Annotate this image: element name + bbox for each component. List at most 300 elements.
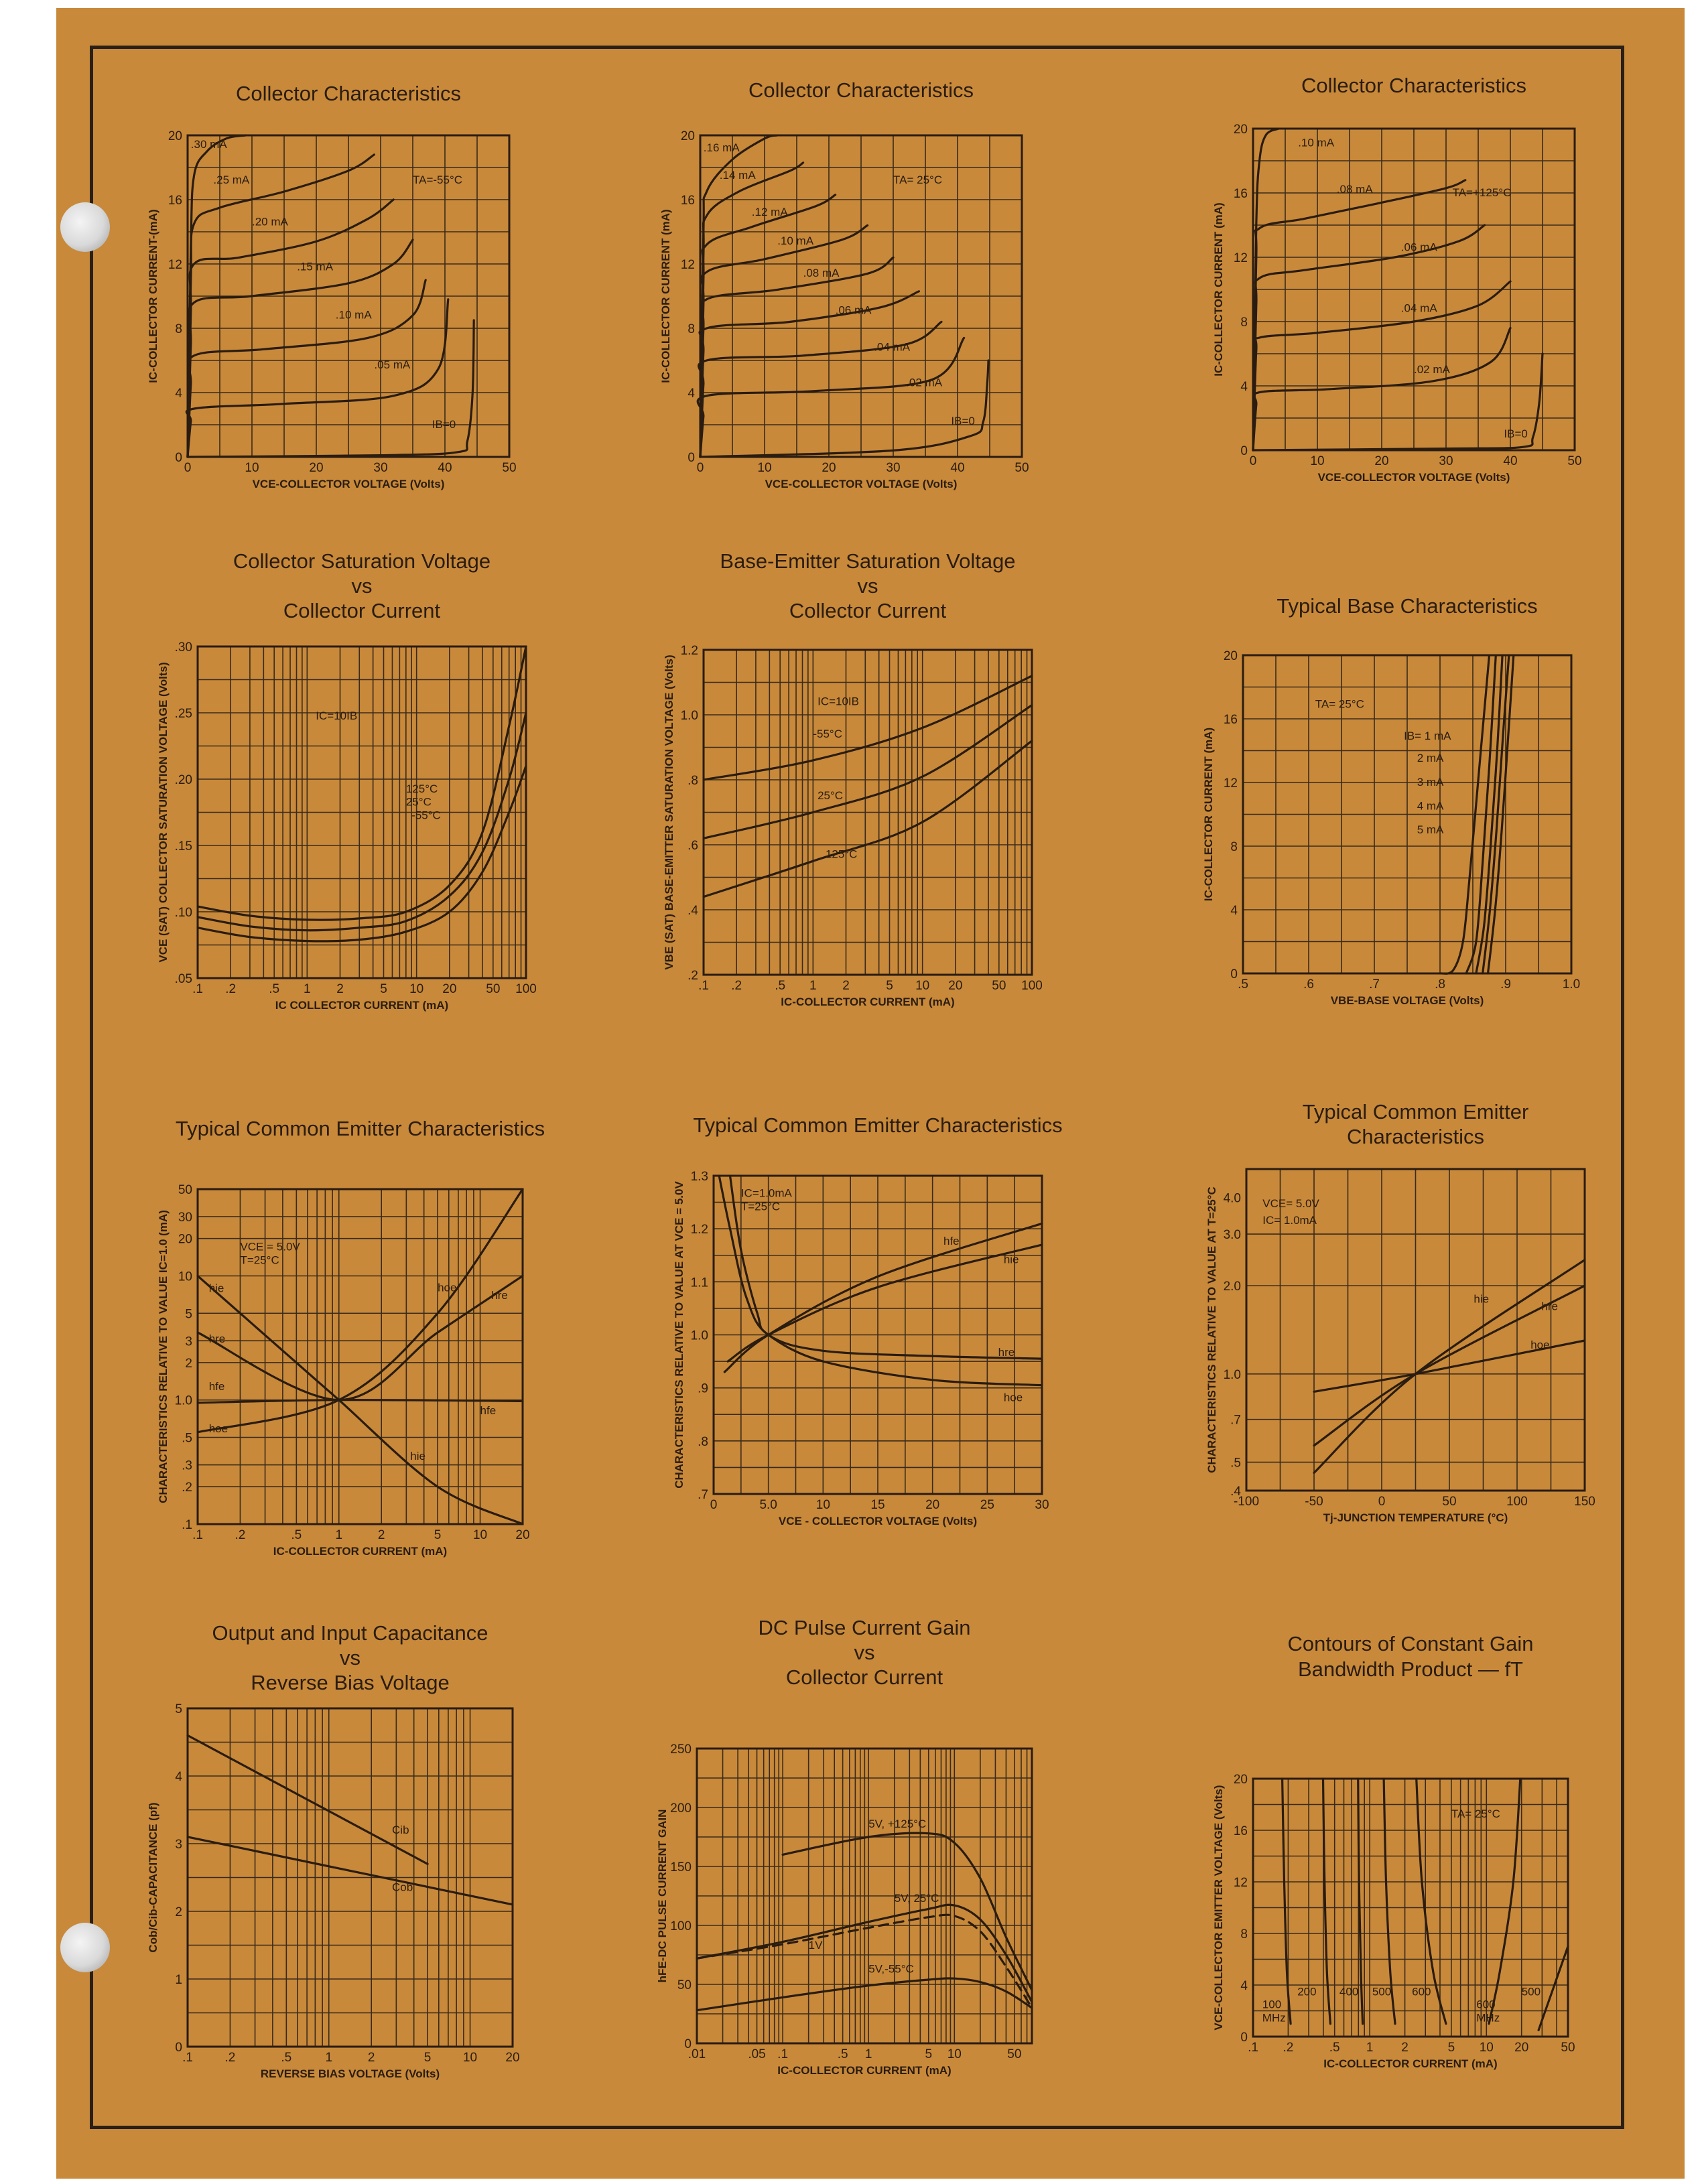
chart-title: Characteristics — [1347, 1125, 1484, 1148]
chart-title: Typical Common Emitter — [1302, 1100, 1529, 1123]
series-line — [186, 299, 448, 457]
x-tick-label: 50 — [1007, 2047, 1022, 2061]
series-line — [1253, 225, 1485, 450]
x-tick-label: 30 — [1035, 1498, 1049, 1512]
series-label: hre — [491, 1289, 508, 1302]
y-tick-label: 16 — [1233, 187, 1248, 201]
y-tick-label: .7 — [1230, 1413, 1241, 1428]
x-tick-label: 5 — [1447, 2041, 1455, 2055]
y-tick-label: 4 — [1240, 1979, 1248, 1993]
chart-title: Collector Characteristics — [236, 82, 461, 105]
y-tick-label: 100 — [670, 1919, 692, 1933]
y-tick-label: .25 — [174, 707, 192, 721]
x-tick-label: .05 — [748, 2047, 766, 2061]
grid — [697, 1749, 1032, 2043]
chart-title: Collector Current — [789, 599, 947, 622]
y-tick-label: .8 — [688, 774, 698, 788]
x-tick-label: .5 — [1238, 977, 1248, 992]
chart-annotation: T=25°C — [240, 1253, 279, 1267]
x-tick-label: .5 — [1329, 2041, 1340, 2055]
series-line — [700, 360, 988, 457]
y-tick-label: 20 — [168, 129, 182, 143]
chart-6 — [1202, 594, 1580, 1007]
y-tick-label: .6 — [688, 839, 698, 853]
x-tick-label: 2 — [842, 979, 850, 993]
x-tick-label: 10 — [815, 1498, 830, 1512]
x-tick-label: 10 — [245, 461, 259, 475]
series-label: 25°C — [405, 795, 432, 809]
x-tick-label: 50 — [1567, 454, 1582, 468]
y-tick-label: 8 — [1230, 840, 1238, 854]
series-label: 200 — [1297, 1985, 1317, 1998]
chart-annotation: VCE= 5.0V — [1262, 1197, 1319, 1211]
grid — [714, 1176, 1042, 1494]
chart-title: vs — [854, 1641, 875, 1664]
x-tick-label: 20 — [925, 1498, 940, 1512]
x-tick-label: .5 — [291, 1528, 302, 1542]
chart-5 — [663, 549, 1043, 1008]
x-tick-label: .2 — [731, 979, 742, 993]
series-label: 400 — [1339, 1985, 1359, 1998]
y-axis-label: IC-COLLECTOR CURRENT (mA) — [1212, 202, 1225, 377]
x-tick-label: 5 — [925, 2047, 933, 2061]
y-tick-label: 0 — [1240, 2031, 1248, 2045]
y-tick-label: .4 — [1230, 1485, 1241, 1499]
chart-title: Collector Characteristics — [1301, 74, 1526, 97]
series-label: 2 mA — [1417, 752, 1444, 765]
chart-title: Typical Common Emitter Characteristics — [175, 1117, 545, 1140]
series-label: Cib — [392, 1823, 409, 1836]
series-label: .02 mA — [906, 376, 943, 389]
x-tick-label: .5 — [775, 979, 786, 993]
y-tick-label: 4 — [1240, 380, 1248, 394]
series-label: 5 mA — [1417, 823, 1444, 836]
series-label: hre — [1541, 1300, 1558, 1313]
series-label: 100 — [1262, 1998, 1282, 2011]
y-tick-label: 3.0 — [1223, 1228, 1241, 1243]
chart-12 — [1212, 1632, 1575, 2070]
chart-4 — [157, 549, 537, 1012]
x-tick-label: 0 — [1378, 1495, 1386, 1509]
series-label: .05 mA — [374, 358, 411, 371]
series-label: MHz — [1476, 2011, 1500, 2025]
y-tick-label: 1.0 — [174, 1393, 192, 1408]
x-tick-label: .5 — [269, 982, 280, 996]
chart-title: Collector Current — [283, 599, 441, 622]
series-label: hre — [998, 1346, 1015, 1359]
y-tick-label: 1.0 — [1223, 1367, 1241, 1382]
x-tick-label: 50 — [1442, 1495, 1457, 1509]
y-tick-label: .05 — [174, 972, 192, 986]
x-tick-label: .9 — [1500, 977, 1511, 992]
chart-title: Typical Base Characteristics — [1276, 594, 1538, 618]
y-tick-label: 3 — [175, 1838, 182, 1852]
series-label: IB=0 — [432, 417, 456, 431]
series-label: IB=0 — [1504, 427, 1528, 440]
y-tick-label: .1 — [182, 1518, 192, 1532]
x-tick-label: 1 — [304, 982, 311, 996]
y-tick-label: 8 — [1240, 316, 1248, 330]
series-label: hfe — [480, 1404, 497, 1417]
x-tick-label: 5 — [423, 2051, 432, 2065]
chart-annotation: TA= 25°C — [1315, 697, 1364, 711]
y-tick-label: 20 — [680, 129, 695, 143]
series-label: hie — [1003, 1253, 1019, 1266]
y-tick-label: .10 — [174, 906, 192, 920]
series-label: IB= 1 mA — [1404, 729, 1451, 742]
chart-annotation: IC= 1.0mA — [1262, 1213, 1317, 1227]
series-line — [1283, 1779, 1291, 2024]
grid — [198, 1189, 523, 1524]
y-tick-label: .5 — [1230, 1456, 1241, 1471]
x-tick-label: 40 — [950, 461, 965, 475]
y-tick-label: .3 — [182, 1458, 192, 1473]
series-label: .16 mA — [703, 141, 740, 154]
y-axis-label: IC-COLLECTOR CURRENT-(mA) — [147, 209, 159, 383]
x-tick-label: .1 — [192, 1528, 203, 1542]
grid — [1243, 655, 1571, 973]
series-label: 125°C — [405, 782, 438, 795]
x-tick-label: 2 — [336, 982, 344, 996]
y-tick-label: .5 — [182, 1431, 192, 1446]
x-axis-label: VCE-COLLECTOR VOLTAGE (Volts) — [252, 478, 445, 490]
y-tick-label: 4 — [1230, 904, 1238, 918]
y-tick-label: 12 — [1233, 251, 1248, 265]
y-tick-label: 2.0 — [1223, 1280, 1241, 1294]
series-label: 4 mA — [1417, 799, 1444, 813]
x-axis-label: IC COLLECTOR CURRENT (mA) — [275, 999, 449, 1012]
series-label: hfe — [943, 1234, 960, 1247]
chart-annotation: T=25°C — [740, 1200, 781, 1213]
series-label: .04 mA — [874, 340, 911, 354]
y-tick-label: .20 — [174, 773, 192, 787]
chart-annotation: VCE = 5.0V — [240, 1240, 300, 1253]
x-tick-label: 15 — [870, 1498, 885, 1512]
chart-title: vs — [351, 574, 373, 598]
x-tick-label: .6 — [1303, 977, 1314, 992]
series-label: MHz — [1262, 2011, 1286, 2025]
y-tick-label: 20 — [178, 1232, 192, 1247]
y-axis-label: CHARACTERISTICS RELATIVE TO VALUE AT T=25°C — [1205, 1186, 1218, 1473]
series-line — [704, 676, 1032, 780]
x-tick-label: 0 — [1249, 454, 1257, 468]
y-tick-label: 20 — [1223, 649, 1238, 663]
y-tick-label: .30 — [174, 640, 192, 655]
series-label: hie — [1474, 1292, 1490, 1306]
x-tick-label: 25 — [980, 1498, 994, 1512]
x-tick-label: 20 — [1374, 454, 1389, 468]
series-line — [1253, 354, 1543, 450]
series-label: .15 mA — [297, 260, 334, 273]
x-tick-label: .5 — [281, 2051, 292, 2065]
x-tick-label: 10 — [915, 979, 930, 993]
y-tick-label: .2 — [688, 969, 698, 983]
x-tick-label: 5 — [380, 982, 387, 996]
x-axis-label: IC-COLLECTOR CURRENT (mA) — [273, 1545, 448, 1558]
series-label: IB=0 — [951, 415, 975, 427]
series-label: .30 mA — [190, 138, 227, 151]
series-label: 25°C — [817, 789, 844, 803]
series-label: .04 mA — [1400, 301, 1437, 315]
series-label: 3 mA — [1417, 775, 1444, 789]
y-axis-label: VCE (SAT) COLLECTOR SATURATION VOLTAGE (Volts) — [157, 662, 170, 963]
y-tick-label: 4 — [175, 387, 182, 401]
chart-annotation: IC=1.0mA — [740, 1186, 792, 1200]
y-tick-label: 5 — [185, 1307, 192, 1322]
chart-annotation: TA= 25°C — [893, 174, 943, 186]
series-label: hie — [208, 1282, 224, 1295]
chart-title: Reverse Bias Voltage — [251, 1671, 450, 1694]
chart-7 — [157, 1117, 545, 1558]
chart-title: Output and Input Capacitance — [212, 1621, 488, 1645]
x-tick-label: 1 — [325, 2051, 333, 2065]
x-tick-label: 2 — [377, 1528, 385, 1542]
y-tick-label: 8 — [1240, 1927, 1248, 1941]
y-tick-label: 1.1 — [690, 1276, 708, 1290]
x-tick-label: .1 — [1248, 2041, 1258, 2055]
chart-11 — [656, 1616, 1032, 2077]
series-label: hoe — [438, 1281, 457, 1294]
series-line — [700, 225, 868, 457]
chart-annotation: TA= 25°C — [1451, 1807, 1500, 1820]
x-tick-label: 100 — [1506, 1495, 1528, 1509]
y-tick-label: 4 — [175, 1770, 182, 1784]
x-tick-label: 10 — [472, 1528, 488, 1542]
series-label: 125°C — [825, 847, 858, 861]
x-tick-label: 10 — [1310, 454, 1325, 468]
chart-annotation: TA=-55°C — [413, 174, 463, 186]
y-tick-label: 200 — [670, 1801, 692, 1816]
x-tick-label: 0 — [184, 461, 192, 475]
series-label: hoe — [1003, 1391, 1023, 1404]
series-label: -55°C — [411, 809, 441, 822]
y-tick-label: 16 — [1233, 1824, 1248, 1838]
x-tick-label: .1 — [192, 982, 203, 996]
x-tick-label: -100 — [1233, 1495, 1260, 1509]
y-tick-label: 1.2 — [690, 1223, 708, 1237]
y-tick-label: 8 — [688, 322, 695, 336]
x-tick-label: 20 — [442, 982, 457, 996]
y-tick-label: 8 — [175, 322, 182, 336]
y-tick-label: 12 — [680, 258, 695, 272]
series-label: .12 mA — [751, 206, 788, 218]
chart-title: Collector Current — [785, 1665, 943, 1689]
y-tick-label: .15 — [174, 839, 192, 854]
series-line — [188, 320, 474, 457]
chart-1 — [147, 82, 517, 490]
x-tick-label: 20 — [505, 2051, 520, 2065]
x-tick-label: .1 — [182, 2051, 193, 2065]
x-tick-label: 30 — [373, 461, 388, 475]
series-line — [704, 741, 1032, 897]
grid — [1253, 129, 1575, 450]
series-label: 5V,-55°C — [868, 1962, 914, 1976]
y-tick-label: 250 — [670, 1743, 692, 1757]
x-tick-label: 20 — [822, 461, 836, 475]
series-label: hoe — [208, 1422, 228, 1435]
x-tick-label: 40 — [438, 461, 452, 475]
y-tick-label: 5 — [175, 1702, 182, 1716]
y-tick-label: 1.0 — [690, 1328, 708, 1343]
y-tick-label: 0 — [175, 2041, 182, 2055]
x-axis-label: VCE-COLLECTOR VOLTAGE (Volts) — [1317, 471, 1510, 484]
x-tick-label: 100 — [515, 982, 537, 996]
x-tick-label: 10 — [462, 2051, 478, 2065]
y-axis-label: VBE (SAT) BASE-EMITTER SATURATION VOLTAGE (Volts) — [663, 655, 675, 970]
chart-9 — [1205, 1100, 1595, 1524]
series-label: .08 mA — [1336, 183, 1373, 196]
x-axis-label: Tj-JUNCTION TEMPERATURE (°C) — [1323, 1511, 1508, 1524]
chart-10 — [147, 1621, 520, 2080]
x-tick-label: .1 — [698, 979, 709, 993]
y-tick-label: 4 — [688, 387, 695, 401]
chart-3 — [1212, 74, 1582, 484]
series-label: 5V, 25°C — [894, 1891, 939, 1905]
series-label: -55°C — [813, 727, 842, 740]
x-tick-label: 40 — [1503, 454, 1518, 468]
x-tick-label: 5 — [886, 979, 893, 993]
y-tick-label: 30 — [178, 1211, 192, 1225]
chart-title: Base-Emitter Saturation Voltage — [720, 549, 1016, 573]
series-label: 5V, +125°C — [868, 1817, 927, 1830]
chart-annotation: IC=10IB — [316, 709, 358, 722]
y-tick-label: 0 — [175, 451, 182, 465]
series-label: .25 mA — [213, 174, 250, 186]
series-label: 600 — [1412, 1985, 1431, 1998]
chart-title: vs — [857, 574, 878, 598]
x-tick-label: 1 — [809, 979, 817, 993]
x-tick-label: 20 — [515, 1528, 530, 1542]
y-tick-label: 0 — [688, 451, 695, 465]
y-tick-label: .2 — [182, 1481, 192, 1495]
y-tick-label: 3 — [185, 1335, 192, 1349]
x-tick-label: .7 — [1369, 977, 1380, 992]
y-tick-label: 16 — [168, 194, 182, 208]
y-axis-label: CHARACTERISTICS RELATIVE TO VALUE AT VCE = 5.0V — [673, 1181, 685, 1489]
y-axis-label: IC-COLLECTOR CURRENT (mA) — [659, 209, 672, 383]
series-label: .20 mA — [252, 215, 288, 228]
series-label: .06 mA — [1400, 241, 1437, 254]
y-tick-label: 1.0 — [680, 709, 698, 723]
x-tick-label: 10 — [757, 461, 772, 475]
y-tick-label: 12 — [168, 258, 182, 272]
series-label: 600 — [1476, 1998, 1496, 2011]
x-tick-label: 2 — [1401, 2041, 1409, 2055]
y-tick-label: 50 — [178, 1183, 192, 1197]
series-line — [1323, 1779, 1331, 2024]
y-tick-label: .4 — [688, 904, 698, 918]
x-tick-label: 1.0 — [1562, 977, 1581, 992]
x-axis-label: VBE-BASE VOLTAGE (Volts) — [1330, 994, 1484, 1007]
y-axis-label: VCE-COLLECTOR EMITTER VOLTAGE (Volts) — [1212, 1785, 1225, 2031]
y-tick-label: 16 — [680, 194, 695, 208]
x-tick-label: .1 — [777, 2047, 789, 2061]
chart-title: Typical Common Emitter Characteristics — [693, 1113, 1063, 1137]
x-tick-label: 0 — [696, 461, 704, 475]
series-label: hie — [410, 1449, 426, 1462]
series-label: hfe — [208, 1380, 225, 1393]
y-axis-label: CHARACTERISTICS RELATIVE TO VALUE IC=1.0 (mA) — [157, 1210, 170, 1503]
x-axis-label: IC-COLLECTOR CURRENT (mA) — [777, 2064, 952, 2077]
series-label: .14 mA — [719, 168, 756, 182]
y-axis-label: Cob/Cib-CAPACITANCE (pf) — [147, 1802, 159, 1953]
chart-title: Collector Saturation Voltage — [233, 549, 491, 573]
x-tick-label: 50 — [1014, 461, 1029, 475]
y-tick-label: 2 — [185, 1356, 192, 1371]
x-tick-label: .2 — [225, 982, 237, 996]
y-tick-label: 0 — [1240, 444, 1248, 458]
x-tick-label: .5 — [837, 2047, 848, 2061]
x-tick-label: .01 — [688, 2047, 706, 2061]
x-axis-label: IC-COLLECTOR CURRENT (mA) — [781, 996, 955, 1008]
chart-title: vs — [340, 1646, 361, 1669]
x-tick-label: 50 — [992, 979, 1006, 993]
y-tick-label: 1.2 — [680, 644, 698, 658]
y-tick-label: .7 — [698, 1488, 708, 1502]
y-tick-label: 1.3 — [690, 1170, 708, 1184]
x-tick-label: 2 — [367, 2051, 375, 2065]
x-axis-label: IC-COLLECTOR CURRENT (mA) — [1323, 2057, 1498, 2070]
x-tick-label: 10 — [1479, 2041, 1494, 2055]
y-axis-label: IC-COLLECTOR CURRENT (mA) — [1202, 727, 1215, 902]
chart-8 — [673, 1113, 1063, 1527]
series-line — [728, 1245, 1042, 1361]
y-tick-label: 20 — [1233, 1773, 1248, 1787]
x-tick-label: 1 — [335, 1528, 343, 1542]
x-tick-label: 20 — [309, 461, 324, 475]
series-label: 500 — [1521, 1985, 1541, 1998]
x-tick-label: 150 — [1574, 1495, 1595, 1509]
y-tick-label: 4.0 — [1223, 1191, 1241, 1206]
y-tick-label: 12 — [1233, 1876, 1248, 1890]
series-label: .08 mA — [803, 267, 840, 280]
y-tick-label: 50 — [677, 1978, 692, 1992]
series-label: .10 mA — [1298, 136, 1335, 149]
chart-title: Bandwidth Product — fT — [1298, 1657, 1523, 1681]
x-tick-label: 50 — [502, 461, 517, 475]
series-label: .10 mA — [777, 234, 814, 248]
y-tick-label: 12 — [1223, 776, 1238, 791]
x-tick-label: 20 — [948, 979, 963, 993]
x-axis-label: VCE - COLLECTOR VOLTAGE (Volts) — [778, 1515, 978, 1527]
x-tick-label: 50 — [486, 982, 501, 996]
x-tick-label: 5.0 — [759, 1498, 777, 1512]
y-tick-label: 20 — [1233, 123, 1248, 137]
x-axis-label: VCE-COLLECTOR VOLTAGE (Volts) — [765, 478, 958, 490]
x-tick-label: 5 — [434, 1528, 442, 1542]
y-tick-label: 10 — [178, 1270, 192, 1284]
x-tick-label: 1 — [864, 2047, 872, 2061]
series-label: .02 mA — [1414, 362, 1450, 376]
y-tick-label: 1 — [175, 1973, 182, 1987]
x-tick-label: -50 — [1305, 1495, 1323, 1509]
series-label: 1V — [808, 1939, 823, 1952]
grid — [704, 650, 1032, 975]
chart-annotation: TA=+125°C — [1452, 186, 1512, 199]
series-label: Cob — [392, 1881, 413, 1894]
chart-title: Contours of Constant Gain — [1287, 1632, 1534, 1655]
y-tick-label: .8 — [698, 1434, 708, 1449]
x-tick-label: 1 — [1366, 2041, 1374, 2055]
series-label: .06 mA — [835, 303, 872, 317]
x-tick-label: .8 — [1435, 977, 1445, 992]
x-tick-label: 10 — [947, 2047, 962, 2061]
chart-title: DC Pulse Current Gain — [758, 1616, 971, 1639]
x-tick-label: 50 — [1561, 2041, 1575, 2055]
x-tick-label: 20 — [1514, 2041, 1529, 2055]
x-axis-label: REVERSE BIAS VOLTAGE (Volts) — [260, 2067, 440, 2080]
y-axis-label: hFE-DC PULSE CURRENT GAIN — [656, 1809, 669, 1983]
